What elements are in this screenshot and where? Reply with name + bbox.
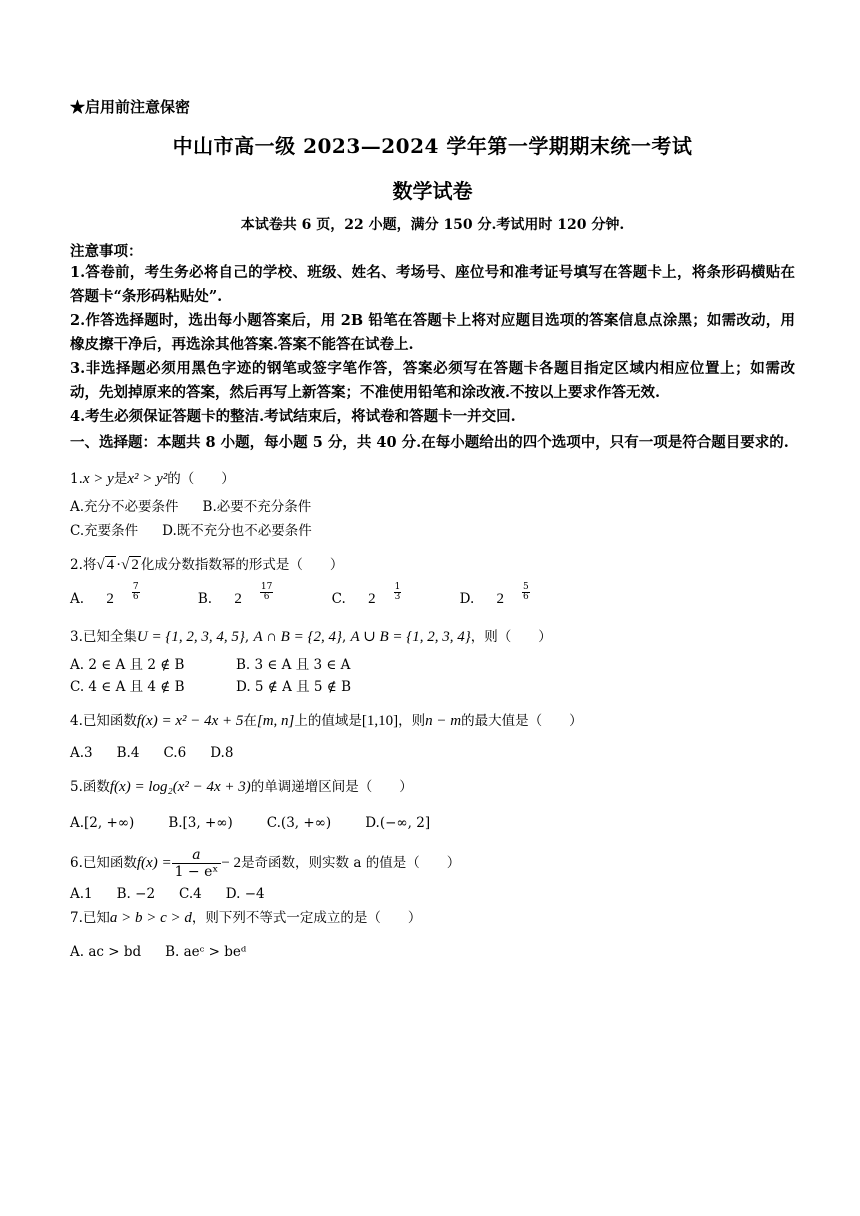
- option-c: C.(3, +∞): [266, 815, 332, 831]
- option-d: D. 2 $\frac{5}{6}$: [459, 582, 529, 607]
- question-4: 4.已知函数f(x) = x² − 4x + 5在[m, n]上的值域是[1,10]，则n − m的最大值是（ ）: [70, 713, 583, 729]
- option-a: A. 2 ∈ A 且 2 ∉ B: [70, 657, 185, 673]
- option-c: C.4: [179, 886, 202, 902]
- exam-page: [70, 96, 795, 962]
- option-a: A. 2 $\frac{7}{6}$: [70, 582, 139, 607]
- option-a: A.3: [70, 745, 93, 761]
- question-6: 6.已知函数f(x) = $\frac{a}{\text{1 − eˣ}}$ − 2是奇函数，则实数 a 的值是（ ）: [70, 847, 461, 880]
- q1-options: [70, 497, 795, 517]
- section-heading: 一、选择题：本题共 8 小题，每小题 5 分，共 40 分.在每小题给出的四个选项中，只有一项是符合题目要求的.: [70, 434, 789, 451]
- option-b: B.必要不充分条件: [202, 499, 312, 515]
- option-b: B. 2 $\frac{17}{6}$: [197, 582, 273, 607]
- exam-subject: 数学试卷: [392, 179, 473, 203]
- notice-item: 1.答卷前，考生务必将自己的学校、班级、姓名、考场号、座位号和准考证号填写在答题卡上，将条形码横贴在答题卡“条形码粘贴处”.: [70, 264, 795, 305]
- q1-cond2: x² > y²: [127, 471, 168, 487]
- option-d: D.8: [210, 745, 234, 761]
- option-b: B.[3, +∞): [168, 815, 233, 831]
- q3-options: [70, 655, 795, 675]
- notice-heading: 注意事项：: [70, 243, 143, 260]
- q3-options-2: [70, 677, 795, 697]
- option-a: A.1: [70, 886, 93, 902]
- option-b: B. 3 ∈ A 且 3 ∈ A: [236, 657, 351, 673]
- q7-options: [70, 942, 795, 962]
- q5-options: [70, 813, 795, 833]
- question-1: 1.x > y是x² > y²的（ ）: [70, 471, 235, 487]
- option-c: C.充要条件: [70, 523, 139, 539]
- q4-options: [70, 743, 795, 763]
- q2-options: [70, 582, 795, 609]
- question-2: 2.将√ 4 ·√ 2 化成分数指数幂的形式是（ ）: [70, 557, 344, 573]
- option-d: D. 5 ∉ A 且 5 ∉ B: [236, 679, 352, 695]
- option-c: C. 2 $\frac{1}{3}$: [331, 582, 401, 607]
- exam-info: 本试卷共 6 页，22 小题，满分 150 分.考试用时 120 分钟.: [240, 217, 625, 233]
- option-a: A.充分不必要条件: [70, 499, 179, 515]
- option-b: B. −2: [116, 886, 156, 902]
- option-d: D.既不充分也不必要条件: [162, 523, 312, 539]
- option-c: C.6: [163, 745, 187, 761]
- question-5: 5.函数f(x) = log₂(x² − 4x + 3)的单调递增区间是（ ）: [70, 779, 413, 795]
- q1-cond1: x > y: [82, 471, 114, 487]
- confidential-mark: ★启用前注意保密: [70, 98, 191, 116]
- option-c: C. 4 ∈ A 且 4 ∉ B: [70, 679, 185, 695]
- question-7: 7.已知a > b > c > d，则下列不等式一定成立的是（ ）: [70, 910, 422, 926]
- notice-item: 2.作答选择题时，选出每小题答案后，用 2B 铅笔在答题卡上将对应题目选项的答案信息点涂黑；如需改动，用橡皮擦干净后，再选涂其他答案.答案不能答在试卷上.: [70, 312, 795, 353]
- q6-fraction: $\frac{a}{\text{1 − eˣ}}$: [172, 847, 222, 880]
- notice-item: 3.非选择题必须用黑色字迹的钢笔或签字笔作答，答案必须写在答题卡各题目指定区域内相应位置上；如需改动，先划掉原来的答案，然后再写上新答案；不准使用铅笔和涂改液.不按以上要求作答无效.: [70, 360, 795, 401]
- option-d: D.(−∞, 2]: [365, 815, 431, 831]
- option-a: A.[2, +∞): [70, 815, 135, 831]
- option-d: D. −4: [225, 886, 265, 902]
- q2-radical: √ 4 ·√ 2: [96, 557, 139, 573]
- question-3: 3.已知全集U = {1, 2, 3, 4, 5}, A ∩ B = {2, 4}, A ∪ B = {1, 2, 3, 4}，则（ ）: [70, 629, 552, 645]
- option-a: A. ac > bd: [70, 944, 142, 960]
- exam-title: 中山市高一级 2023—2024 学年第一学期期末统一考试: [172, 134, 693, 158]
- q6-options: [70, 884, 795, 904]
- option-b: B.4: [116, 745, 140, 761]
- notice-item: 4.考生必须保证答题卡的整洁.考试结束后，将试卷和答题卡一并交回.: [70, 408, 516, 425]
- option-b: B. aeᶜ > beᵈ: [165, 944, 247, 960]
- q1-options-2: [70, 521, 795, 541]
